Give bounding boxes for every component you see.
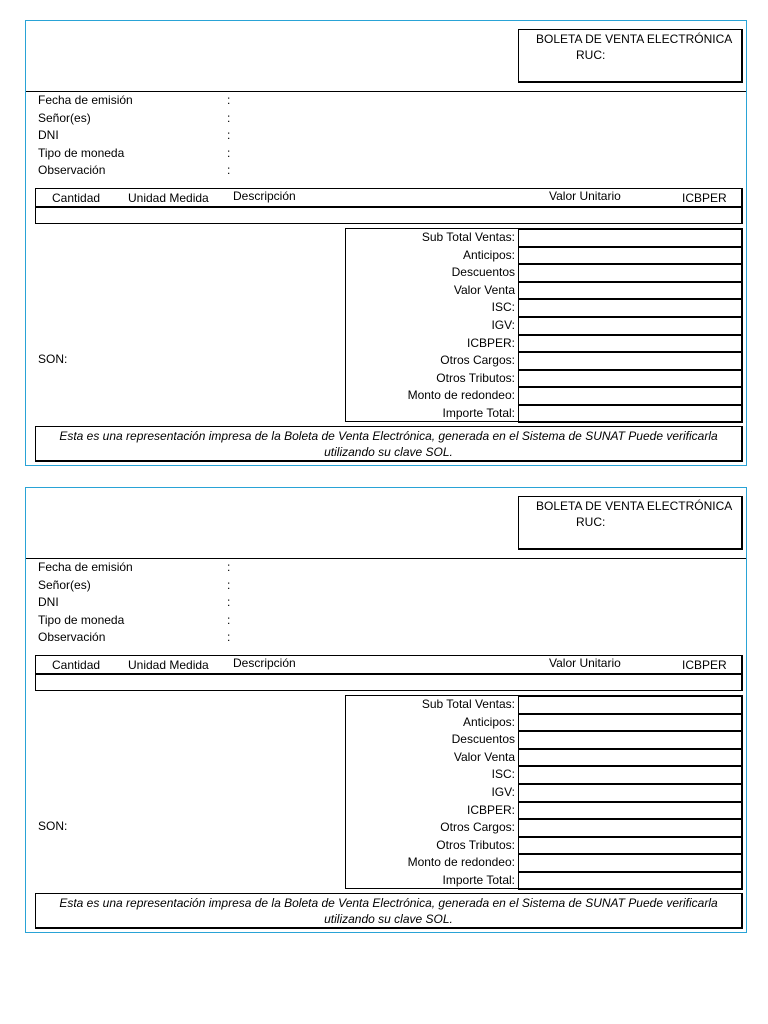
totals-label: Anticipos: xyxy=(462,714,515,729)
totals-value-cell xyxy=(518,696,743,714)
totals-value-cell xyxy=(518,299,743,317)
totals-table xyxy=(345,695,743,889)
totals-value-cell xyxy=(518,749,743,767)
totals-value-cell xyxy=(518,784,743,802)
totals-label: Valor Venta xyxy=(453,749,515,764)
column-header-cantidad: Cantidad xyxy=(52,191,101,205)
totals-label: Monto de redondeo: xyxy=(407,388,515,403)
document-title: BOLETA DE VENTA ELECTRÓNICA xyxy=(536,32,733,46)
totals-label: Otros Tributos: xyxy=(436,370,515,385)
totals-label: ICBPER: xyxy=(466,802,515,817)
totals-row xyxy=(346,749,742,767)
field-colon: : xyxy=(227,128,231,142)
header-divider xyxy=(26,91,746,92)
field-colon: : xyxy=(227,93,231,107)
column-header-descripcion: Descripción xyxy=(233,189,296,203)
totals-label: ISC: xyxy=(491,767,515,782)
document-title: BOLETA DE VENTA ELECTRÓNICA xyxy=(536,499,733,513)
totals-row xyxy=(346,802,742,820)
totals-label: Descuentos xyxy=(451,732,515,747)
totals-row xyxy=(346,784,742,802)
field-label: Observación xyxy=(38,163,106,177)
column-header-valor-unitario: Valor Unitario xyxy=(549,656,621,670)
field-label: Fecha de emisión xyxy=(38,93,133,107)
totals-label: Sub Total Ventas: xyxy=(421,697,515,711)
totals-label: Descuentos xyxy=(451,265,515,280)
totals-row xyxy=(346,317,742,335)
totals-label: Sub Total Ventas: xyxy=(421,230,515,244)
table-row-divider xyxy=(36,206,741,208)
table-row-divider xyxy=(36,673,741,675)
totals-label: ISC: xyxy=(491,300,515,315)
totals-value-cell xyxy=(518,872,743,890)
totals-value-cell xyxy=(518,352,743,370)
totals-row xyxy=(346,247,742,265)
field-colon: : xyxy=(227,163,231,177)
totals-value-cell xyxy=(518,370,743,388)
totals-row xyxy=(346,731,742,749)
totals-value-cell xyxy=(518,731,743,749)
totals-label: Importe Total: xyxy=(442,873,515,887)
column-header-descripcion: Descripción xyxy=(233,656,296,670)
field-label: DNI xyxy=(38,128,59,142)
totals-value-cell xyxy=(518,335,743,353)
totals-row xyxy=(346,352,742,370)
legal-footer: Esta es una representación impresa de la Boleta de Venta Electrónica, generada en el Sistema de SUNAT Puede verificarla utilizando su clave SOL. xyxy=(35,426,743,462)
boleta-form xyxy=(25,487,747,933)
totals-value-cell xyxy=(518,714,743,732)
totals-row xyxy=(346,696,742,714)
totals-value-cell xyxy=(518,387,743,405)
totals-row xyxy=(346,229,742,247)
totals-label: Otros Tributos: xyxy=(436,837,515,852)
ruc-label: RUC: xyxy=(576,48,606,62)
totals-row xyxy=(346,854,742,872)
son-label: SON: xyxy=(38,819,68,833)
totals-row xyxy=(346,837,742,855)
boleta-form xyxy=(25,20,747,466)
totals-value-cell xyxy=(518,405,743,423)
column-header-icbper: ICBPER xyxy=(682,658,727,672)
totals-label: ICBPER: xyxy=(466,335,515,350)
totals-row xyxy=(346,282,742,300)
items-table xyxy=(35,655,743,691)
totals-label: IGV: xyxy=(491,318,515,332)
totals-value-cell xyxy=(518,229,743,247)
totals-value-cell xyxy=(518,282,743,300)
column-header-valor-unitario: Valor Unitario xyxy=(549,189,621,203)
field-label: Señor(es) xyxy=(38,110,91,125)
totals-row xyxy=(346,405,742,423)
field-label: Señor(es) xyxy=(38,577,91,592)
field-label: Tipo de moneda xyxy=(38,612,125,627)
field-colon: : xyxy=(227,577,231,592)
son-label: SON: xyxy=(38,352,68,366)
totals-row xyxy=(346,819,742,837)
totals-row xyxy=(346,299,742,317)
totals-value-cell xyxy=(518,264,743,282)
totals-row xyxy=(346,872,742,890)
ruc-label: RUC: xyxy=(576,515,606,529)
field-colon: : xyxy=(227,145,231,160)
totals-value-cell xyxy=(518,766,743,784)
totals-value-cell xyxy=(518,819,743,837)
totals-table xyxy=(345,228,743,422)
field-label: Fecha de emisión xyxy=(38,560,133,574)
column-header-unidad-medida: Unidad Medida xyxy=(128,191,209,205)
totals-row xyxy=(346,387,742,405)
title-box xyxy=(518,496,743,550)
totals-label: Importe Total: xyxy=(442,406,515,420)
totals-label: Valor Venta xyxy=(453,282,515,297)
column-header-icbper: ICBPER xyxy=(682,191,727,205)
totals-row xyxy=(346,370,742,388)
totals-label: Otros Cargos: xyxy=(440,353,515,368)
title-box xyxy=(518,29,743,83)
totals-label: Anticipos: xyxy=(462,247,515,262)
field-colon: : xyxy=(227,630,231,644)
totals-row xyxy=(346,264,742,282)
field-label: DNI xyxy=(38,595,59,609)
field-colon: : xyxy=(227,595,231,609)
totals-value-cell xyxy=(518,317,743,335)
totals-row xyxy=(346,335,742,353)
field-colon: : xyxy=(227,612,231,627)
legal-footer: Esta es una representación impresa de la Boleta de Venta Electrónica, generada en el Sistema de SUNAT Puede verificarla utilizando su clave SOL. xyxy=(35,893,743,929)
field-label: Tipo de moneda xyxy=(38,145,125,160)
totals-label: Otros Cargos: xyxy=(440,820,515,835)
totals-value-cell xyxy=(518,854,743,872)
totals-value-cell xyxy=(518,837,743,855)
column-header-unidad-medida: Unidad Medida xyxy=(128,658,209,672)
totals-value-cell xyxy=(518,802,743,820)
items-table xyxy=(35,188,743,224)
header-divider xyxy=(26,558,746,559)
totals-value-cell xyxy=(518,247,743,265)
totals-label: IGV: xyxy=(491,785,515,799)
field-colon: : xyxy=(227,560,231,574)
field-colon: : xyxy=(227,110,231,125)
totals-row xyxy=(346,766,742,784)
field-label: Observación xyxy=(38,630,106,644)
totals-label: Monto de redondeo: xyxy=(407,855,515,870)
column-header-cantidad: Cantidad xyxy=(52,658,101,672)
totals-row xyxy=(346,714,742,732)
